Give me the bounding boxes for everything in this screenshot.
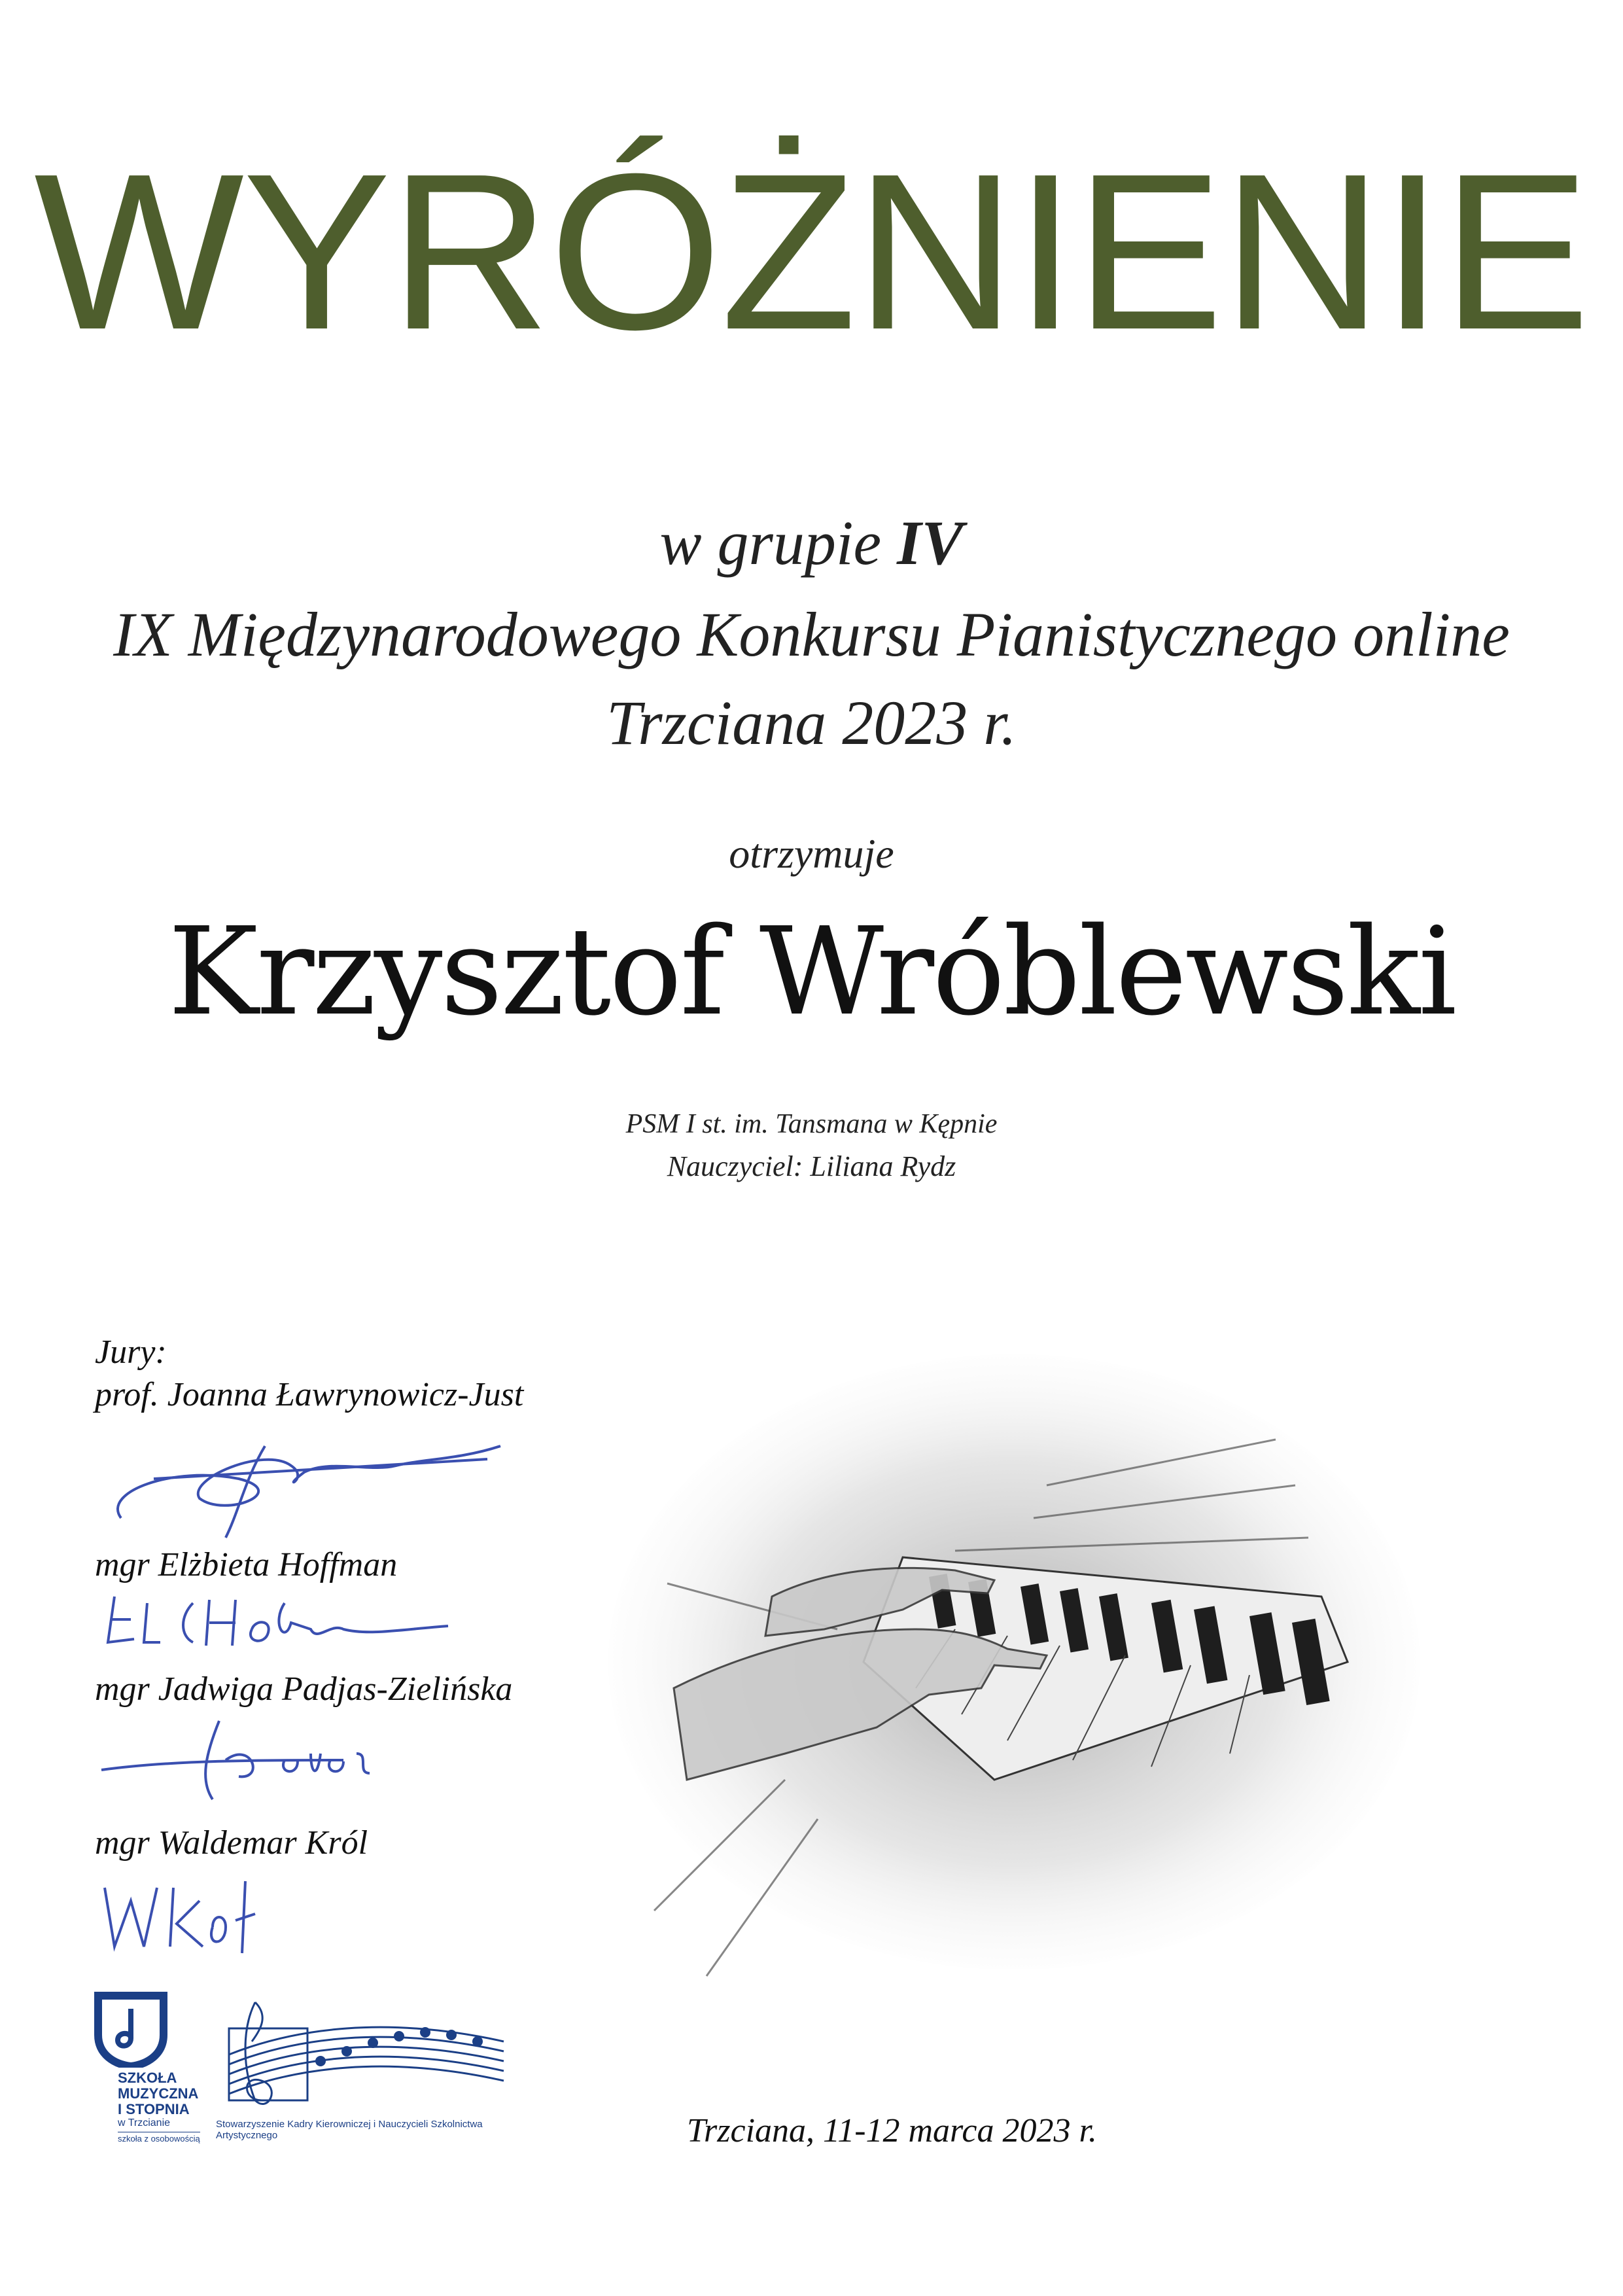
- group-prefix: w grupie: [659, 508, 882, 578]
- group-number: IV: [897, 508, 964, 578]
- signature-1: [95, 1420, 527, 1544]
- association-logo: [216, 1989, 517, 2141]
- receives-label: otrzymuje: [729, 830, 894, 877]
- school-logo-line-4: w Trzcianie: [118, 2117, 171, 2128]
- school-logo-line-2: MUZYCZNA: [118, 2085, 199, 2102]
- school-logo: [92, 1989, 200, 2144]
- certificate-title: WYRÓŻNIENIE: [34, 128, 1589, 376]
- signature-2: [95, 1583, 461, 1669]
- competition-place-year: Trzciana 2023 r.: [606, 688, 1017, 758]
- signature-4: [95, 1875, 291, 1960]
- association-logo-text: Stowarzyszenie Kadry Kierowniczej i Nauczycieli Szkolnictwa Artystycznego: [216, 2119, 483, 2141]
- school-logo-motto: szkoła z osobowością: [118, 2132, 200, 2144]
- jury-label: Jury:: [95, 1333, 167, 1371]
- association-logo-staff: [216, 1989, 517, 2113]
- jury-member-3: mgr Jadwiga Padjas-Zielińska: [95, 1670, 513, 1708]
- school-logo-line-3: I STOPNIA: [118, 2101, 190, 2117]
- recipient-name: Krzysztof Wróblewski: [167, 901, 1456, 1042]
- jury-member-2: mgr Elżbieta Hoffman: [95, 1546, 398, 1583]
- school-logo-emblem: [92, 1989, 170, 2068]
- competition-name: IX Międzynarodowego Konkursu Pianistycznego online: [113, 599, 1510, 669]
- signature-3: [95, 1714, 461, 1806]
- teacher-name: Nauczyciel: Liliana Rydz: [667, 1150, 956, 1182]
- school-name: PSM I st. im. Tansmana w Kępnie: [625, 1109, 998, 1139]
- group-line: [0, 507, 1623, 579]
- place-and-date: Trzciana, 11-12 marca 2023 r.: [687, 2112, 1097, 2149]
- school-logo-line-1: SZKOŁA: [118, 2070, 177, 2086]
- jury-member-1: prof. Joanna Ławrynowicz-Just: [95, 1376, 524, 1413]
- piano-hands-illustration: [589, 1322, 1439, 2028]
- jury-member-4: mgr Waldemar Król: [95, 1824, 368, 1862]
